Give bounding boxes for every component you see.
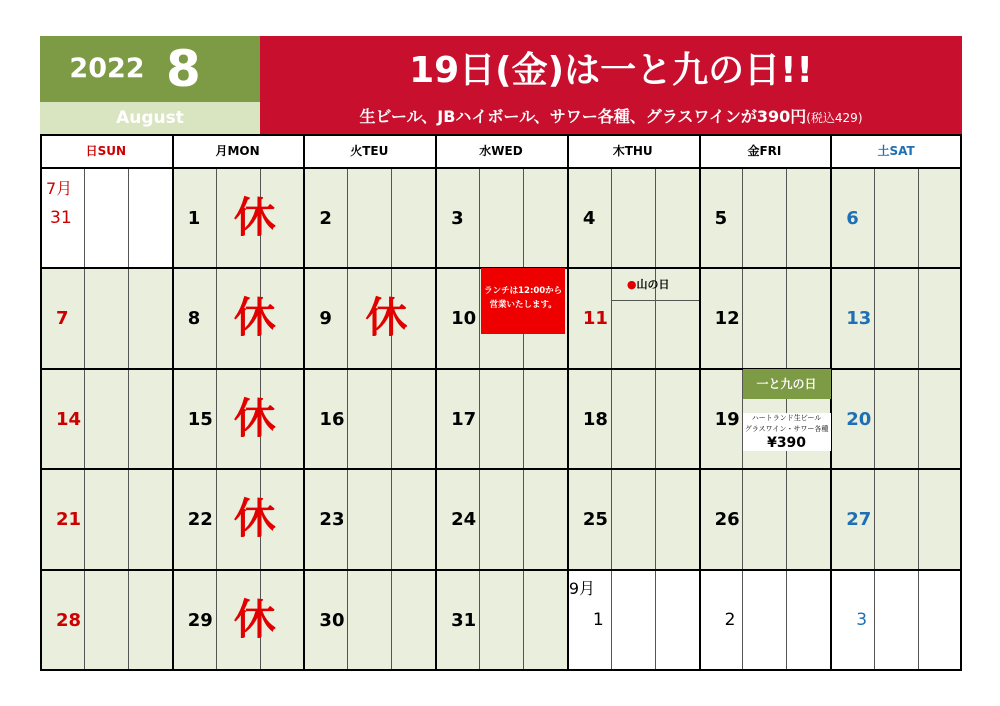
day-number: 29 [187, 609, 213, 631]
closed-day-marker: 休 [233, 594, 276, 644]
weekday-header: 水WED [435, 134, 567, 168]
column-border [303, 134, 305, 670]
cell-divider [216, 469, 217, 569]
cell-divider [347, 268, 348, 368]
promo-subline-text: 生ビール、JBハイボール、サワー各種、グラスワインが390円 [359, 107, 807, 126]
day-number: 13 [846, 308, 872, 330]
day-number: 19 [714, 408, 740, 430]
header-year: 2022 [69, 53, 145, 84]
cell-divider [918, 168, 919, 268]
day-number: 27 [846, 509, 872, 531]
day-number: 8 [187, 308, 201, 330]
day-number: 12 [714, 308, 740, 330]
row-border [40, 669, 962, 671]
column-border [172, 134, 174, 670]
holiday-dot-icon: ● [626, 278, 637, 292]
cell-divider [128, 570, 129, 670]
cell-divider [918, 469, 919, 569]
cell-divider [128, 469, 129, 569]
day-number: 11 [582, 308, 608, 330]
cell-divider [84, 168, 85, 268]
cell-divider [874, 570, 875, 670]
cell-divider [918, 268, 919, 368]
row-border [40, 167, 962, 169]
cell-divider [128, 369, 129, 469]
ichiku-detail-line1: ハートランド生ビール [743, 413, 831, 424]
day-number: 20 [846, 408, 872, 430]
cell-divider [611, 469, 612, 569]
day-number: 10 [451, 308, 477, 330]
lunch-notice-line1: ランチは12:00から [484, 286, 563, 297]
cell-divider [523, 369, 524, 469]
day-number: 26 [714, 509, 740, 531]
day-number: 2 [724, 609, 736, 630]
cell-divider [742, 168, 743, 268]
cell-divider [611, 570, 612, 670]
holiday-underline [611, 300, 699, 301]
cell-divider [611, 168, 612, 268]
cell-divider [84, 570, 85, 670]
column-border [960, 134, 962, 670]
promo-headline: 19日(金)は一と九の日!! [409, 50, 813, 91]
day-number: 1 [187, 208, 201, 229]
row-border [40, 134, 962, 136]
cell-divider [391, 168, 392, 268]
column-border [830, 134, 832, 670]
cell-divider [786, 168, 787, 268]
day-number: 28 [56, 609, 82, 631]
day-number: 21 [56, 509, 82, 531]
day-number: 17 [451, 408, 477, 430]
cell-divider [216, 168, 217, 268]
day-number: 22 [187, 509, 213, 531]
day-number: 24 [451, 509, 477, 531]
cell-divider [347, 168, 348, 268]
ichiku-detail-line2: グラスワイン・サワー各種 [743, 424, 831, 435]
lunch-notice [481, 268, 565, 334]
cell-divider [128, 268, 129, 368]
cell-divider [874, 469, 875, 569]
cell-divider [216, 570, 217, 670]
cell-divider [742, 570, 743, 670]
cell-divider [479, 469, 480, 569]
column-border [40, 134, 42, 670]
next-month-label: 9月 [568, 578, 596, 598]
day-number: 2 [319, 208, 332, 229]
cell-divider [347, 570, 348, 670]
cell-divider [874, 268, 875, 368]
weekday-header: 木THU [567, 134, 699, 168]
column-border [435, 134, 437, 670]
cell-divider [84, 469, 85, 569]
closed-day-marker: 休 [233, 494, 276, 544]
header-month: 8 [166, 40, 201, 98]
cell-divider [874, 168, 875, 268]
weekday-header: 日SUN [40, 134, 172, 168]
day-number: 23 [319, 509, 345, 531]
lunch-notice-line2: 営業いたします。 [489, 300, 557, 311]
cell-divider [347, 369, 348, 469]
cell-divider [391, 469, 392, 569]
cell-divider [84, 369, 85, 469]
cell-divider [918, 570, 919, 670]
day-number: 15 [187, 408, 213, 430]
cell-divider [479, 268, 480, 368]
closed-day-marker: 休 [233, 293, 276, 343]
holiday-name: 山の日 [636, 278, 670, 292]
day-number: 3 [856, 609, 868, 630]
cell-divider [479, 369, 480, 469]
day-cell[interactable] [699, 570, 831, 670]
promo-subline [260, 104, 962, 131]
cell-divider [391, 369, 392, 469]
day-number: 6 [846, 208, 859, 229]
day-number: 4 [582, 208, 596, 229]
cell-divider [874, 369, 875, 469]
ichiku-title: 一と九の日 [743, 369, 831, 399]
cell-divider [523, 570, 524, 670]
cell-divider [786, 570, 787, 670]
day-number: 3 [451, 208, 464, 229]
weekday-header: 金FRI [699, 134, 831, 168]
day-number: 31 [50, 208, 72, 228]
day-number: 9 [319, 308, 332, 330]
cell-divider [786, 469, 787, 569]
closed-day-marker: 休 [365, 293, 408, 343]
cell-divider [611, 369, 612, 469]
promo-subline-tax: (税込429) [806, 111, 863, 125]
cell-divider [655, 168, 656, 268]
day-number: 18 [582, 408, 608, 430]
day-number: 14 [56, 408, 82, 430]
header-month-english: August [116, 108, 184, 128]
header-month-english-panel [40, 102, 260, 134]
column-border [699, 134, 701, 670]
cell-divider [918, 369, 919, 469]
weekday-header: 月MON [172, 134, 304, 168]
cell-divider [216, 268, 217, 368]
cell-divider [347, 469, 348, 569]
cell-divider [742, 268, 743, 368]
cell-divider [84, 268, 85, 368]
cell-divider [523, 168, 524, 268]
day-number: 5 [714, 208, 728, 229]
day-number: 31 [451, 609, 477, 631]
closed-day-marker: 休 [233, 193, 276, 242]
ichiku-price: ¥390 [743, 435, 831, 451]
weekday-header: 土SAT [830, 134, 962, 168]
cell-divider [128, 168, 129, 268]
prev-month-label: 7月 [46, 179, 73, 198]
weekday-header: 火TEU [303, 134, 435, 168]
day-number: 25 [582, 509, 608, 531]
closed-day-marker: 休 [233, 393, 276, 443]
day-number: 1 [592, 609, 604, 630]
day-number: 30 [319, 609, 345, 631]
cell-divider [479, 570, 480, 670]
row-border [40, 468, 962, 470]
holiday-label [627, 276, 670, 292]
cell-divider [786, 268, 787, 368]
cell-divider [655, 469, 656, 569]
cell-divider [655, 369, 656, 469]
day-number: 16 [319, 408, 345, 430]
cell-divider [216, 369, 217, 469]
cell-divider [742, 469, 743, 569]
cell-divider [391, 570, 392, 670]
day-cell[interactable] [830, 570, 962, 670]
day-number: 7 [56, 308, 69, 330]
cell-divider [655, 570, 656, 670]
cell-divider [479, 168, 480, 268]
calendar-grid [40, 134, 962, 670]
cell-divider [611, 268, 612, 368]
row-border [40, 569, 962, 571]
cell-divider [523, 469, 524, 569]
